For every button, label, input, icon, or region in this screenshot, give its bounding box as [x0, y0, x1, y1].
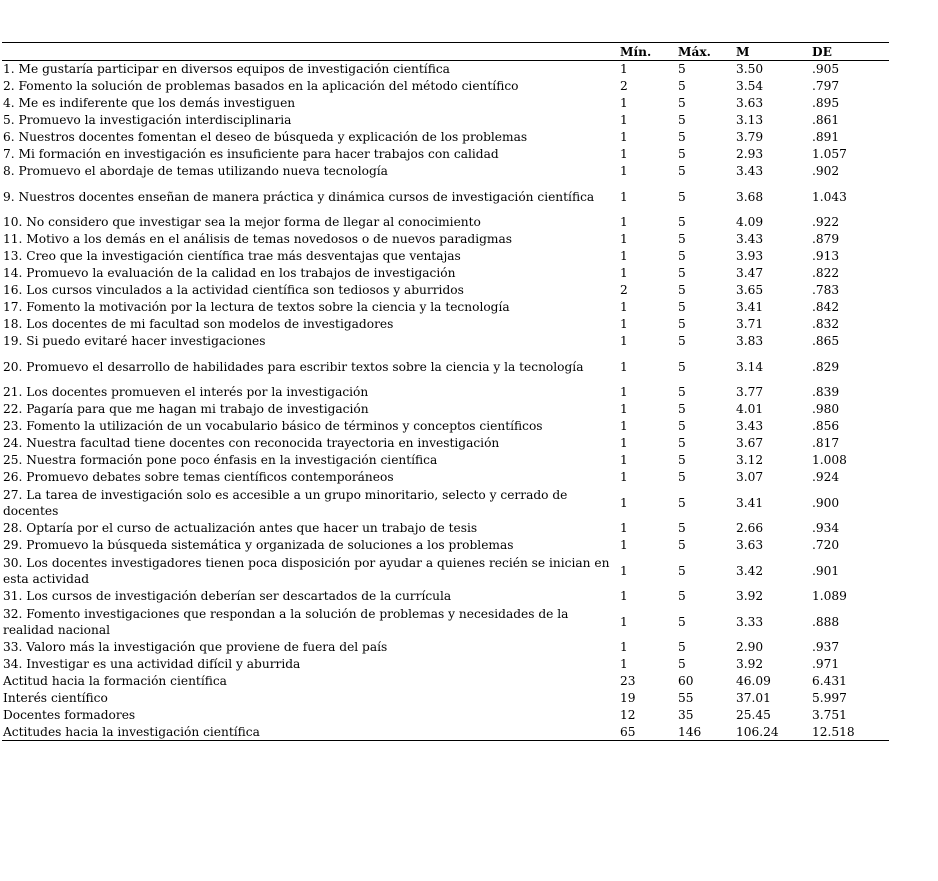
row-min-value: 1 [620, 317, 628, 331]
row-item-label: 10. No considero que investigar sea la mejor forma de llegar al conocimiento [3, 215, 481, 229]
row-max-value: 55 [678, 691, 694, 705]
row-sd-value: .924 [812, 470, 840, 484]
row-item-label: 17. Fomento la motivación por la lectura de textos sobre la ciencia y la tecnología [3, 300, 510, 314]
row-min-value: 1 [620, 402, 628, 416]
row-max-value: 5 [678, 640, 686, 654]
table-row [2, 265, 889, 282]
row-min-value: 1 [620, 164, 628, 178]
row-mean-value: 3.63 [736, 538, 764, 552]
row-min-value: 1 [620, 300, 628, 314]
row-max-value: 5 [678, 266, 686, 280]
row-sd-value: .783 [812, 283, 840, 297]
row-item-label: Actitud hacia la formación científica [3, 674, 227, 688]
row-item-label: 19. Si puedo evitaré hacer investigaciones [3, 334, 266, 348]
row-mean-value: 4.09 [736, 215, 764, 229]
table-row [2, 486, 889, 520]
row-sd-value: .891 [812, 130, 840, 144]
row-sd-value: 1.043 [812, 189, 847, 204]
row-sd-value: .901 [812, 563, 840, 578]
row-mean-value: 2.93 [736, 147, 764, 161]
row-min-value: 1 [620, 385, 628, 399]
table-row [2, 588, 889, 605]
row-mean-value: 3.54 [736, 79, 764, 93]
row-mean-value: 3.14 [736, 359, 764, 374]
table-row [2, 418, 889, 435]
row-min-value: 1 [620, 436, 628, 450]
row-min-value: 1 [620, 453, 628, 467]
row-item-label: 16. Los cursos vinculados a la actividad científica son tediosos y aburridos [3, 283, 464, 297]
row-min-value: 1 [620, 147, 628, 161]
row-min-value: 1 [620, 62, 628, 77]
row-mean-value: 4.01 [736, 402, 764, 416]
row-min-value: 1 [620, 614, 628, 629]
header-sd: DE [812, 43, 889, 61]
row-max-value: 5 [678, 538, 686, 552]
row-mean-value: 3.12 [736, 453, 764, 467]
row-item-label: 8. Promuevo el abordaje de temas utilizando nueva tecnología [3, 164, 388, 178]
table-row [2, 384, 889, 401]
row-sd-value: 5.997 [812, 691, 847, 705]
table-row [2, 214, 889, 231]
table-row [2, 452, 889, 469]
table-row [2, 282, 889, 299]
row-max-value: 5 [678, 470, 686, 484]
row-min-value: 1 [620, 96, 628, 110]
row-item-label: 26. Promuevo debates sobre temas científicos contemporáneos [3, 470, 394, 484]
row-mean-value: 3.77 [736, 385, 764, 399]
row-item-label: 13. Creo que la investigación científica trae más desventajas que ventajas [3, 249, 461, 263]
row-item-label: 4. Me es indiferente que los demás investiguen [3, 96, 296, 110]
row-mean-value: 3.42 [736, 563, 764, 578]
row-sd-value: .839 [812, 385, 840, 399]
row-min-value: 1 [620, 189, 628, 204]
table-row [2, 333, 889, 350]
row-mean-value: 3.67 [736, 436, 764, 450]
row-item-label: 18. Los docentes de mi facultad son modelos de investigadores [3, 317, 394, 331]
table-row [2, 690, 889, 707]
row-sd-value: .865 [812, 334, 840, 348]
row-max-value: 5 [678, 614, 686, 629]
row-item-label: 32. Fomento investigaciones que respondan a la solución de problemas y necesidades de la realidad nacional [3, 606, 569, 637]
row-sd-value: .856 [812, 419, 840, 433]
table-body [2, 61, 889, 741]
table-row [2, 707, 889, 724]
row-item-label: 25. Nuestra formación pone poco énfasis en la investigación científica [3, 453, 438, 467]
table-row [2, 435, 889, 452]
row-max-value: 5 [678, 215, 686, 229]
row-mean-value: 3.92 [736, 589, 764, 603]
row-mean-value: 46.09 [736, 674, 771, 688]
table-row [2, 639, 889, 656]
row-max-value: 5 [678, 113, 686, 127]
row-sd-value: .913 [812, 249, 840, 263]
row-min-value: 1 [620, 657, 628, 671]
row-item-label: 9. Nuestros docentes enseñan de manera práctica y dinámica cursos de investigación científica [3, 189, 595, 204]
row-min-value: 1 [620, 249, 628, 263]
row-sd-value: 6.431 [812, 674, 847, 688]
row-item-label: 27. La tarea de investigación solo es accesible a un grupo minoritario, selecto y cerrado de docentes [3, 487, 568, 518]
row-mean-value: 3.79 [736, 130, 764, 144]
table-row [2, 95, 889, 112]
row-mean-value: 3.43 [736, 164, 764, 178]
table-row [2, 520, 889, 537]
row-sd-value: .829 [812, 359, 840, 374]
row-mean-value: 3.92 [736, 657, 764, 671]
row-max-value: 5 [678, 189, 686, 204]
table-row [2, 146, 889, 163]
row-max-value: 5 [678, 495, 686, 510]
row-sd-value: .797 [812, 79, 840, 93]
row-mean-value: 3.93 [736, 249, 764, 263]
row-sd-value: 1.057 [812, 147, 847, 161]
row-max-value: 5 [678, 402, 686, 416]
row-mean-value: 25.45 [736, 708, 771, 722]
table-row [2, 316, 889, 333]
row-max-value: 5 [678, 130, 686, 144]
row-mean-value: 3.43 [736, 232, 764, 246]
row-sd-value: .971 [812, 657, 840, 671]
row-mean-value: 3.65 [736, 283, 764, 297]
row-sd-value: .888 [812, 614, 840, 629]
row-min-value: 1 [620, 563, 628, 578]
row-min-value: 1 [620, 589, 628, 603]
descriptive-statistics-table [2, 42, 889, 741]
row-min-value: 12 [620, 708, 636, 722]
row-item-label: 22. Pagaría para que me hagan mi trabajo de investigación [3, 402, 369, 416]
table-row [2, 78, 889, 95]
table-row [2, 299, 889, 316]
row-sd-value: .937 [812, 640, 840, 654]
table-row [2, 724, 889, 741]
row-mean-value: 2.66 [736, 521, 764, 535]
row-max-value: 5 [678, 300, 686, 314]
row-sd-value: .934 [812, 521, 840, 535]
row-min-value: 1 [620, 266, 628, 280]
row-sd-value: .922 [812, 215, 840, 229]
table-row [2, 61, 889, 78]
row-min-value: 1 [620, 130, 628, 144]
row-sd-value: .905 [812, 62, 840, 77]
table-row [2, 231, 889, 248]
row-sd-value: .832 [812, 317, 840, 331]
row-min-value: 1 [620, 521, 628, 535]
row-min-value: 23 [620, 674, 636, 688]
row-max-value: 5 [678, 147, 686, 161]
table-row [2, 554, 889, 588]
row-mean-value: 3.43 [736, 419, 764, 433]
row-item-label: 29. Promuevo la búsqueda sistemática y organizada de soluciones a los problemas [3, 538, 514, 552]
row-max-value: 35 [678, 708, 694, 722]
row-max-value: 5 [678, 249, 686, 263]
row-mean-value: 106.24 [736, 724, 812, 741]
row-mean-value: 3.33 [736, 614, 764, 629]
row-mean-value: 37.01 [736, 691, 771, 705]
row-sd-value: .895 [812, 96, 840, 110]
row-sd-value: .861 [812, 113, 840, 127]
row-max-value: 5 [678, 283, 686, 297]
row-item-label: 23. Fomento la utilización de un vocabulario básico de términos y conceptos científicos [3, 419, 543, 433]
row-mean-value: 2.90 [736, 640, 764, 654]
row-max-value: 5 [678, 62, 686, 77]
table-row [2, 129, 889, 146]
row-item-label: 2. Fomento la solución de problemas basados en la aplicación del método científico [3, 79, 519, 93]
row-min-value: 1 [620, 495, 628, 510]
row-min-value: 1 [620, 232, 628, 246]
row-sd-value: .900 [812, 495, 840, 510]
table-row [2, 656, 889, 673]
row-mean-value: 3.41 [736, 495, 764, 510]
row-item-label: 11. Motivo a los demás en el análisis de temas novedosos o de nuevos paradigmas [3, 232, 513, 246]
row-max-value: 5 [678, 79, 686, 93]
row-max-value: 5 [678, 359, 686, 374]
row-item-label: 21. Los docentes promueven el interés por la investigación [3, 385, 369, 399]
row-item-label: 33. Valoro más la investigación que proviene de fuera del país [3, 640, 388, 654]
table-row [2, 401, 889, 418]
row-mean-value: 3.71 [736, 317, 764, 331]
row-sd-value: .842 [812, 300, 840, 314]
row-max-value: 5 [678, 521, 686, 535]
row-mean-value: 3.68 [736, 189, 764, 204]
row-item-label: 14. Promuevo la evaluación de la calidad en los trabajos de investigación [3, 266, 456, 280]
row-sd-value: .817 [812, 436, 840, 450]
row-mean-value: 3.63 [736, 96, 764, 110]
table-row [2, 469, 889, 486]
row-max-value: 5 [678, 164, 686, 178]
row-item-label: 31. Los cursos de investigación deberían ser descartados de la currícula [3, 589, 452, 603]
row-min-value: 2 [620, 79, 628, 93]
header-item [2, 43, 620, 61]
row-max-value: 5 [678, 453, 686, 467]
row-min-value: 1 [620, 640, 628, 654]
table-row [2, 537, 889, 554]
row-sd-value: 1.008 [812, 453, 847, 467]
row-min-value: 1 [620, 215, 628, 229]
row-max-value: 60 [678, 674, 694, 688]
header-min: Mín. [620, 43, 678, 61]
row-sd-value: .879 [812, 232, 840, 246]
row-min-value: 1 [620, 538, 628, 552]
row-min-value: 1 [620, 470, 628, 484]
row-max-value: 5 [678, 436, 686, 450]
row-max-value: 5 [678, 563, 686, 578]
row-min-value: 1 [620, 113, 628, 127]
row-item-label: 6. Nuestros docentes fomentan el deseo de búsqueda y explicación de los problemas [3, 130, 528, 144]
row-min-value: 2 [620, 283, 628, 297]
row-max-value: 5 [678, 317, 686, 331]
row-item-label: 7. Mi formación en investigación es insuficiente para hacer trabajos con calidad [3, 147, 499, 161]
row-max-value: 5 [678, 96, 686, 110]
row-item-label: Interés científico [3, 691, 108, 705]
row-item-label: Docentes formadores [3, 708, 136, 722]
header-max: Máx. [678, 43, 736, 61]
header-mean: M [736, 43, 812, 61]
row-mean-value: 3.83 [736, 334, 764, 348]
row-mean-value: 3.13 [736, 113, 764, 127]
table-row [2, 163, 889, 180]
row-item-label: 24. Nuestra facultad tiene docentes con reconocida trayectoria en investigación [3, 436, 500, 450]
row-item-label: 28. Optaría por el curso de actualización antes que hacer un trabajo de tesis [3, 521, 478, 535]
row-max-value: 5 [678, 419, 686, 433]
row-max-value: 5 [678, 589, 686, 603]
row-max-value: 5 [678, 385, 686, 399]
row-mean-value: 3.47 [736, 266, 764, 280]
table-row [2, 112, 889, 129]
row-min-value: 65 [620, 724, 678, 741]
row-sd-value: .720 [812, 538, 840, 552]
row-max-value: 5 [678, 232, 686, 246]
row-sd-value: .902 [812, 164, 840, 178]
row-mean-value: 3.41 [736, 300, 764, 314]
row-min-value: 1 [620, 334, 628, 348]
row-item-label: 30. Los docentes investigadores tienen poca disposición por ayudar a quienes recién se inician en esta actividad [3, 555, 610, 586]
table-row [2, 350, 889, 384]
row-max-value: 5 [678, 657, 686, 671]
table-row [2, 673, 889, 690]
row-sd-value: .822 [812, 266, 840, 280]
table-row [2, 180, 889, 214]
table-row [2, 248, 889, 265]
row-mean-value: 3.50 [736, 62, 764, 77]
row-max-value: 146 [678, 724, 736, 741]
row-sd-value: .980 [812, 402, 840, 416]
row-min-value: 1 [620, 419, 628, 433]
table-header-row [2, 43, 889, 61]
row-max-value: 5 [678, 334, 686, 348]
row-sd-value: 12.518 [812, 724, 889, 741]
row-item-label: 34. Investigar es una actividad difícil y aburrida [3, 657, 301, 671]
row-min-value: 19 [620, 691, 636, 705]
row-item-label: 20. Promuevo el desarrollo de habilidades para escribir textos sobre la ciencia y la tecnología [3, 359, 584, 374]
row-sd-value: 3.751 [812, 708, 847, 722]
table-row [2, 605, 889, 639]
row-sd-value: 1.089 [812, 589, 847, 603]
row-item-label: 1. Me gustaría participar en diversos equipos de investigación científica [3, 62, 450, 77]
row-item-label: Actitudes hacia la investigación científica [2, 724, 620, 741]
row-item-label: 5. Promuevo la investigación interdisciplinaria [3, 113, 292, 127]
row-min-value: 1 [620, 359, 628, 374]
row-mean-value: 3.07 [736, 470, 764, 484]
